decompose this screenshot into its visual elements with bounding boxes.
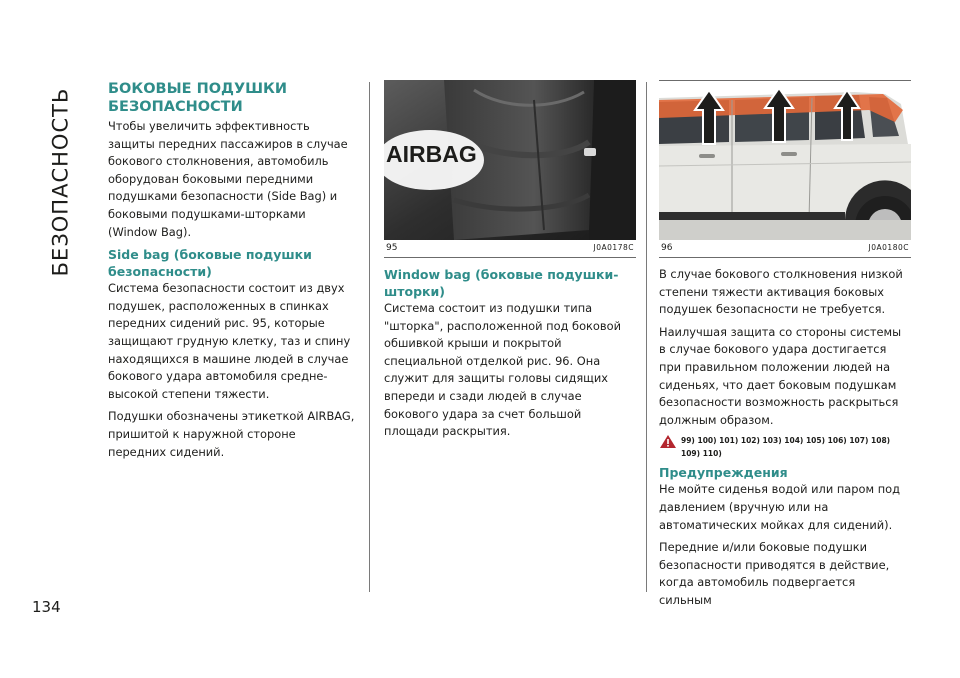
section-heading: БОКОВЫЕ ПОДУШКИ БЕЗОПАСНОСТИ bbox=[108, 81, 288, 115]
low-severity-paragraph: В случае бокового столкновения низкой степени тяжести активация боковых подушек безопасности не требуется. bbox=[659, 267, 903, 317]
intro-paragraph: Чтобы увеличить эффективность защиты передних пассажиров в случае бокового столкновения, автомобиль оборудован боковыми передними подушками безопасности (Side Bag) и боковыми подушками-шторками (Window Bag). bbox=[108, 119, 348, 239]
warnings-heading: Предупреждения bbox=[659, 465, 788, 481]
seating-position-paragraph: Наилучшая защита со стороны системы в случае бокового удара достигается при правильном положении людей на сиденьях, что дает боковым подушкам безопасности возможность раскрыться должным образом. bbox=[659, 324, 902, 427]
seat-airbag-image bbox=[384, 80, 636, 240]
airbag-tag bbox=[584, 148, 596, 156]
figure-96-top-rule bbox=[659, 80, 911, 81]
car-illustration bbox=[659, 80, 911, 240]
column-divider-left bbox=[369, 82, 370, 592]
figure-96-code: J0A0180C bbox=[868, 243, 909, 252]
column-2 bbox=[384, 80, 636, 446]
figure-96-caption bbox=[659, 240, 911, 258]
side-bag-heading: Side bag (боковые подушки безопасности) bbox=[108, 247, 312, 280]
washing-warning-paragraph: Не мойте сиденья водой или паром под давлением (вручную или на автоматических мойках для сидений). bbox=[659, 482, 900, 532]
window-bag-paragraph: Система состоит из подушки типа "шторка", расположенной под боковой обшивкой крыши и покрытой специальной отделкой рис. 96. Она служит для защиты головы сидящих впереди и сзади людей в случае бокового удара за счет большой площади раскрытия. bbox=[384, 301, 621, 439]
side-bag-paragraph: Система безопасности состоит из двух подушек, расположенных в спинках передних сидений рис. 95, которые защищают грудную клетку, таз и спину находящихся в машине людей в случае бокового удара автомобиля средне-высокой степени тяжести. bbox=[108, 281, 351, 401]
window-bag-heading: Window bag (боковые подушки-шторки) bbox=[384, 267, 619, 299]
warning-triangle-icon bbox=[659, 434, 677, 449]
figure-95-code: J0A0178C bbox=[593, 243, 634, 252]
warning-reference-numbers: 99) 100) 101) 102) 103) 104) 105) 106) 107) 108) 109) 110) bbox=[681, 436, 891, 459]
figure-95-caption bbox=[384, 240, 636, 258]
airbag-badge: AIRBAG bbox=[386, 141, 477, 167]
figure-95 bbox=[384, 80, 636, 258]
column-divider-right bbox=[646, 82, 647, 592]
figure-96 bbox=[659, 80, 911, 258]
warning-references bbox=[659, 434, 911, 460]
column-1 bbox=[108, 80, 356, 466]
page-number: 134 bbox=[32, 598, 61, 616]
airbag-label-paragraph: Подушки обозначены этикеткой AIRBAG, пришитой к наружной стороне передних сидений. bbox=[108, 409, 355, 459]
figure-96-number: 96 bbox=[661, 243, 673, 253]
column-3 bbox=[659, 80, 911, 615]
deployment-paragraph: Передние и/или боковые подушки безопасности приводятся в действие, когда автомобиль подвергается сильным bbox=[659, 540, 890, 607]
side-section-title: БЕЗОПАСНОСТЬ bbox=[48, 87, 72, 277]
car-window-bag-image bbox=[659, 80, 911, 240]
figure-95-number: 95 bbox=[386, 243, 398, 253]
